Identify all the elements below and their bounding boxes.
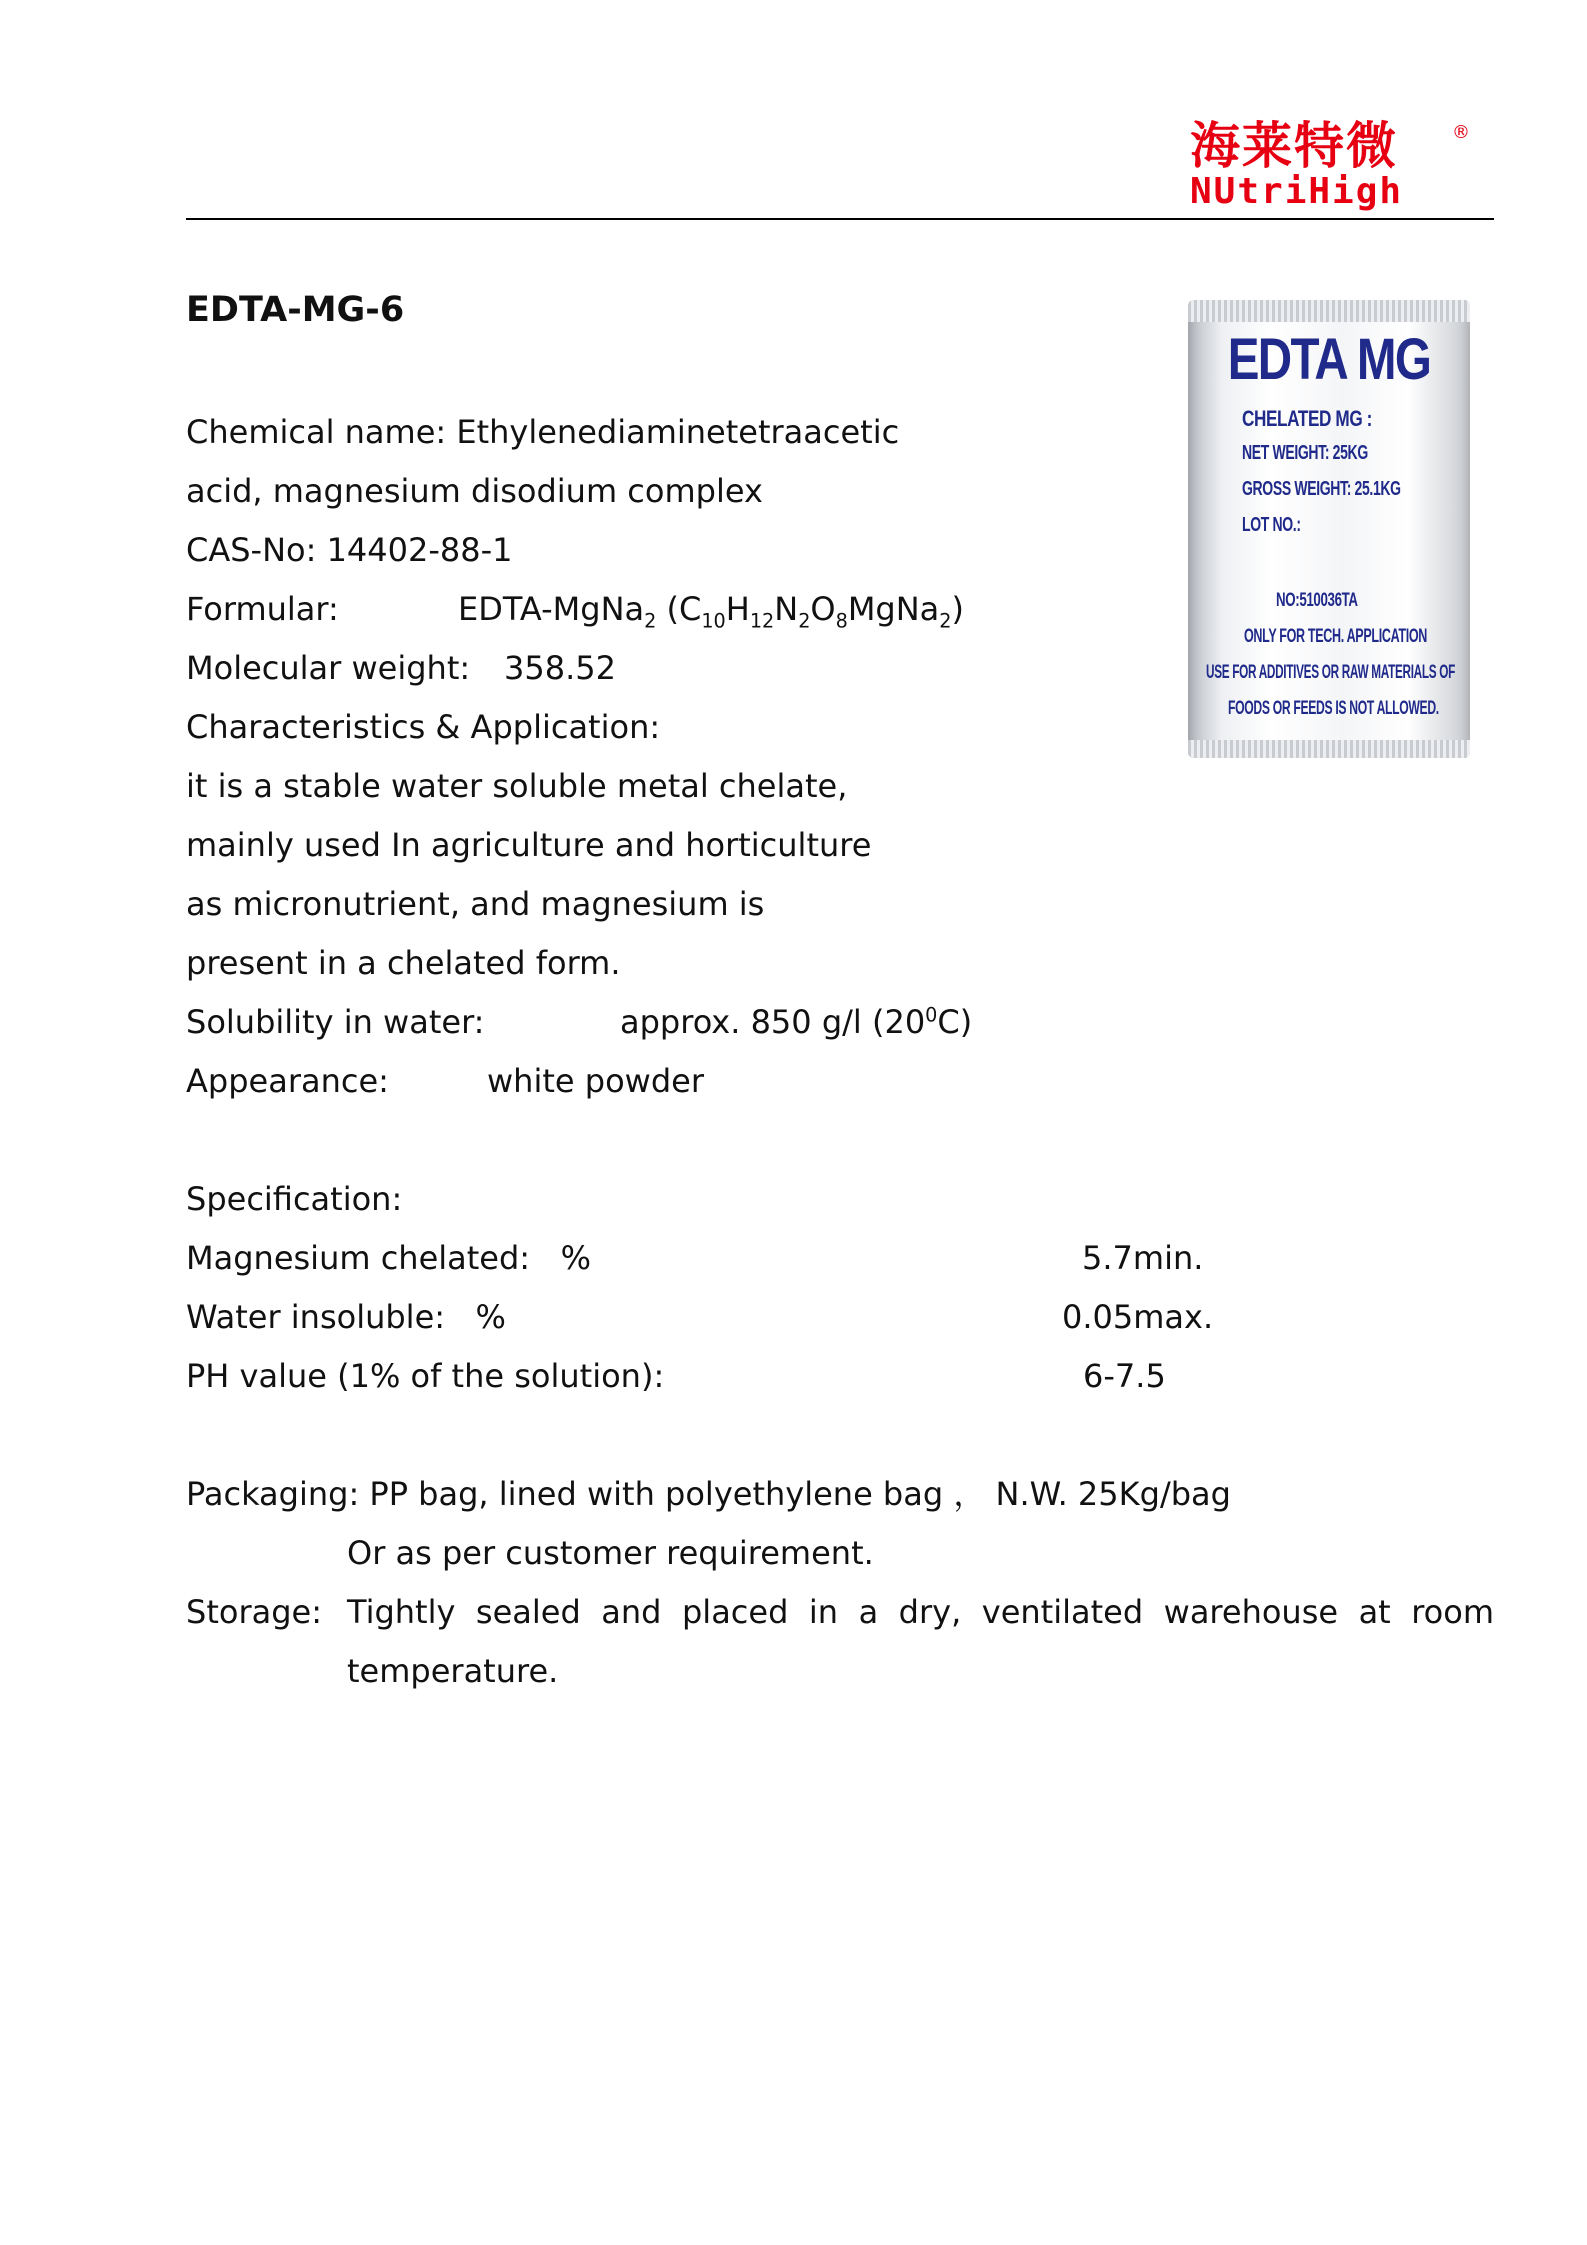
chemical-name-line [186, 412, 899, 452]
packaging-label: Packaging: [186, 1475, 360, 1513]
solubility-label: Solubility in water: [186, 1003, 485, 1041]
spec-row [186, 1297, 1214, 1337]
solubility-value [620, 1002, 972, 1042]
formula-part: H [725, 590, 750, 628]
chemical-name-label: Chemical name: [186, 413, 447, 451]
solubility-value-part: C) [937, 1003, 973, 1041]
chemical-name-line2: acid, magnesium disodium complex [186, 472, 763, 510]
spec-value: 5.7min. [1082, 1239, 1204, 1277]
bag-line-additives: USE FOR ADDITIVES OR RAW MATERIALS OF [1206, 662, 1456, 683]
spec-value: 0.05max. [1062, 1298, 1214, 1336]
bag-line-net-weight: NET WEIGHT: 25KG [1242, 442, 1368, 464]
formula-sub: 10 [701, 609, 726, 633]
appearance-label: Appearance: [186, 1062, 389, 1100]
registered-mark: ® [1452, 122, 1470, 143]
molecular-weight-value: 358.52 [504, 649, 616, 687]
degree-sup: 0 [925, 1003, 938, 1027]
spec-value: 6-7.5 [1083, 1357, 1166, 1395]
formula-part: EDTA-MgNa [458, 590, 645, 628]
bag-line-chelated: CHELATED MG : [1242, 406, 1372, 431]
characteristics-line: it is a stable water soluble metal chelate, [186, 767, 848, 805]
spec-name: Magnesium chelated: % [186, 1239, 591, 1277]
formula-part: ) [951, 590, 964, 628]
bag-seal-bottom [1188, 740, 1470, 758]
bag-line-gross-weight: GROSS WEIGHT: 25.1KG [1242, 478, 1401, 500]
appearance-line [186, 1061, 704, 1101]
chemical-name-value: Ethylenediaminetetraacetic [456, 413, 900, 451]
bag-line-tech-only: ONLY FOR TECH. APPLICATION [1244, 626, 1428, 647]
formula-sub: 2 [644, 609, 657, 633]
characteristics-label: Characteristics & Application: [186, 708, 661, 746]
logo-chinese-text: 海莱特微 [1190, 117, 1398, 175]
formula-sub: 12 [749, 609, 775, 633]
packaging-line2: Or as per customer requirement. [347, 1534, 874, 1572]
formula-part: N [774, 590, 799, 628]
spec-name: PH value (1% of the solution): [186, 1357, 665, 1395]
molecular-weight-label: Molecular weight: [186, 649, 471, 687]
spec-row [186, 1238, 1204, 1278]
formula-value [458, 589, 964, 633]
characteristics-line: mainly used In agriculture and horticulture [186, 826, 872, 864]
formula-label: Formular: [186, 590, 339, 628]
solubility-value-part: approx. 850 g/l (20 [620, 1003, 926, 1041]
bag-line-lot: LOT NO.: [1242, 514, 1301, 536]
document-title: EDTA-MG-6 [186, 290, 405, 330]
formula-sub: 2 [798, 609, 811, 633]
bag-seal-top [1188, 300, 1470, 322]
solubility-line [186, 1002, 973, 1042]
characteristics-line: present in a chelated form. [186, 944, 621, 982]
cas-number: CAS-No: 14402-88-1 [186, 531, 513, 569]
company-logo [1190, 118, 1490, 218]
logo-english-text: NUtriHigh [1190, 171, 1404, 212]
bag-title: EDTA MG [1227, 327, 1431, 392]
storage-value: Tightly sealed and placed in a dry, ventilated warehouse at room [347, 1593, 1494, 1631]
molecular-weight-line [186, 648, 616, 688]
formula-line [186, 589, 964, 633]
header-divider [186, 218, 1494, 220]
appearance-value: white powder [487, 1062, 704, 1100]
spec-name: Water insoluble: % [186, 1298, 506, 1336]
specification-label: Specification: [186, 1180, 403, 1218]
formula-sub: 8 [835, 609, 848, 633]
storage-line2: temperature. [347, 1652, 559, 1690]
formula-part: MgNa [847, 590, 940, 628]
product-bag-image [1188, 300, 1470, 758]
bag-line-not-allowed: FOODS OR FEEDS IS NOT ALLOWED. [1228, 698, 1439, 719]
formula-part: O [810, 590, 836, 628]
bag-line-number: NO:510036TA [1276, 590, 1358, 611]
formula-part: (C [666, 590, 702, 628]
storage-label: Storage: [186, 1593, 322, 1631]
characteristics-line: as micronutrient, and magnesium is [186, 885, 765, 923]
spec-row [186, 1356, 1166, 1396]
formula-sub: 2 [939, 609, 952, 633]
packaging-line [186, 1474, 1231, 1514]
packaging-value: PP bag, lined with polyethylene bag ， N.W. 25Kg/bag [369, 1475, 1231, 1513]
